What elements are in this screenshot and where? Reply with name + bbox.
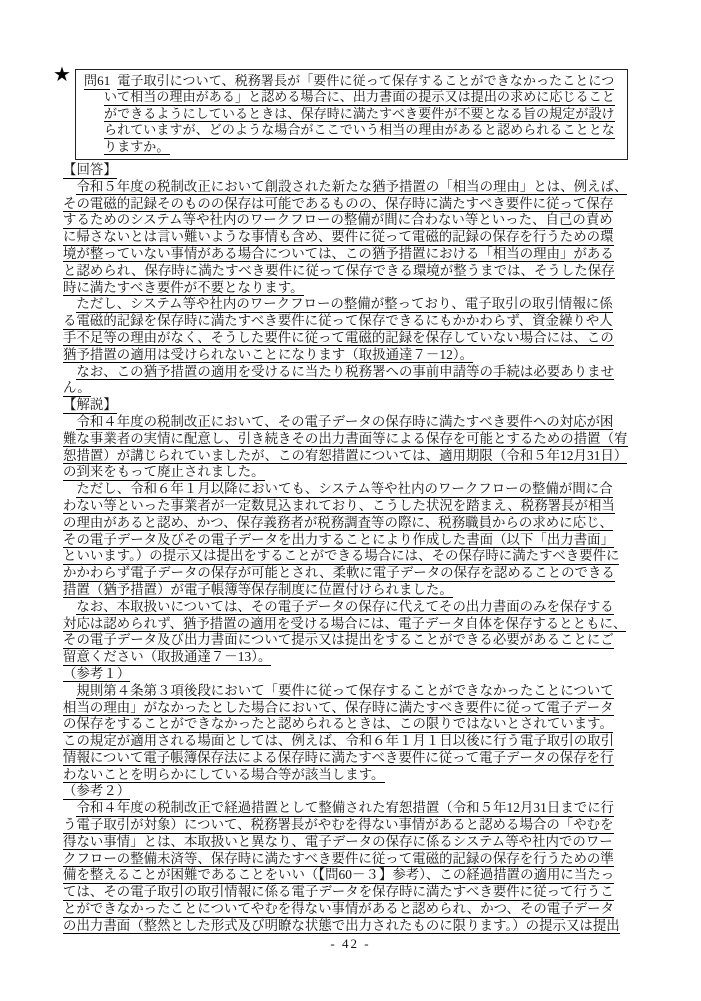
question-line xyxy=(84,73,619,89)
text-line: と認められ、保存時に満たすべき要件に従って保存できる環境が整うまでは、そうした保存 xyxy=(63,262,615,278)
reference2-section xyxy=(63,800,619,934)
text-line: その電子データ及びその電子データを出力することにより作成した書面（以下「出力書面」 xyxy=(63,531,615,547)
text-line: その電磁的記録そのものの保存は可能であるものの、保存時に満たすべき要件に従って保存 xyxy=(63,195,614,211)
question-text: 電子取引について、税務署長が「要件に従って保存することができなかったことにつ xyxy=(117,73,615,88)
text-line: わないことを明らかにしている場合等が該当します。 xyxy=(63,766,385,782)
reference2-heading: （参考２） xyxy=(63,783,131,799)
text-line: 難な事業者の実情に配意し、引き続きその出力書面等による保存を可能とするための措置（宥 xyxy=(63,430,628,446)
text-line: といいます。）の提示又は提出をすることができる場合には、その保存時に満たすべき要件に xyxy=(63,548,620,564)
text-line: の到来をもって廃止されました。 xyxy=(63,464,265,480)
reference1-heading: （参考１） xyxy=(63,665,131,681)
answer-heading: 【回答】 xyxy=(63,162,117,177)
text-line: 備を整えることが困難であることをいい（【問60－３】参考）、この経過措置の適用に当たっ xyxy=(63,867,615,883)
text-line: 留意ください（取扱通達７－13）。 xyxy=(63,649,272,665)
text-line: クフローの整備未済等、保存時に満たすべき要件に従って電磁的記録の保存を行うための準 xyxy=(63,850,614,866)
text-line: 措置（猶予措置）が電子帳簿等保存制度に位置付けられました。 xyxy=(63,581,453,597)
text-line: 手不足等の理由がなく、そうした要件に従って電磁的記録を保存していない場合には、この xyxy=(63,329,614,345)
question-line: りますか。 xyxy=(104,138,170,154)
text-line: その電子データ及び出力書面について提示又は提出をすることができる必要があることにご xyxy=(63,632,614,648)
text-line: するためのシステム等や社内のワークフローの整備が間に合わない等といった、自己の責め xyxy=(63,212,613,228)
reference1-section xyxy=(63,683,619,784)
text-line: の保存をすることができなかったと認められるときは、この限りではないとされています。 xyxy=(63,716,613,732)
text-line: 令和５年度の税制改正において創設された新たな猶予措置の「相当の理由」とは、例えば、 xyxy=(76,178,628,194)
text-line: 恕措置）が講じられていましたが、この宥恕措置については、適用期限（令和５年12月31日） xyxy=(63,447,628,463)
question-line: いて相当の理由がある」と認める場合に、出力書面の提示又は提出の求めに応じること xyxy=(104,89,615,105)
text-line: 相当の理由」がなかったとした場合において、保存時に満たすべき要件に従って電子データ xyxy=(63,699,614,715)
text-line: 情報について電子帳簿保存法による保存時に満たすべき要件に従って電子データの保存を行 xyxy=(63,749,614,765)
explanation-heading: 【解説】 xyxy=(63,397,117,413)
text-line: なお、本取扱いについては、その電子データの保存に代えてその出力書面のみを保存する xyxy=(76,598,614,614)
text-line: の理由があると認め、かつ、保存義務者が税務調査等の際に、税務職員からの求めに応じ、 xyxy=(63,514,613,530)
document-body xyxy=(63,162,628,935)
text-line: 得ない事情」とは、本取扱いと異なり、電子データの保存に係るシステム等や社内でのワー xyxy=(63,833,613,849)
text-line: 規則第４条第３項後段において「要件に従って保存することができなかったことについて xyxy=(76,682,614,698)
text-line: ては、その電子取引の取引情報に係る電子データを保存時に満たすべき要件に従って行うこ xyxy=(63,884,614,900)
text-line: 令和４年度の税制改正で経過措置として整備された宥恕措置（令和５年12月31日までに行 xyxy=(76,800,615,816)
text-line: ただし、令和６年１月以降においても、システム等や社内のワークフローの整備が間に合 xyxy=(76,481,613,497)
text-line: 時に満たすべき要件が不要となります。 xyxy=(63,279,304,295)
question-number: 問61 xyxy=(84,73,111,88)
text-line: 対応は認められず、猶予措置の適用を受ける場合には、電子データ自体を保存するとともに、 xyxy=(63,615,627,631)
text-line: かかわらず電子データの保存が可能とされ、柔軟に電子データの保存を認めることのできる xyxy=(63,565,615,581)
star-marker-icon: ★ xyxy=(53,62,71,86)
text-line: とができなかったことについてやむを得ない事情があると認められ、かつ、その電子データ xyxy=(63,901,615,917)
text-line: 境が整っていない事情がある場合については、この猶予措置における「相当の理由」がある xyxy=(63,245,614,261)
text-line: この規定が適用される場面としては、例えば、令和６年１月１日以後に行う電子取引の取引 xyxy=(63,733,615,749)
text-line: 猶予措置の適用は受けられないことになります（取扱通達７－12）。 xyxy=(63,346,474,362)
explanation-section xyxy=(63,413,628,666)
text-line: なお、この猶予措置の適用を受けるに当たり税務署への事前申請等の手続は必要ありませ xyxy=(76,363,615,379)
page-number: - 42 - xyxy=(330,936,371,951)
text-line: に帰さないとは言い難いような事情も含め、要件に従って電磁的記録の保存を行うための環 xyxy=(63,229,614,245)
question-box xyxy=(75,69,628,160)
text-line: わない等といった事業者が一定数見込まれており、こうした状況を踏まえ、税務署長が相当 xyxy=(63,497,615,513)
text-line: う電子取引が対象）について、税務署長がやむを得ない事情があると認める場合の「やむを xyxy=(63,817,614,833)
text-line: 令和４年度の税制改正において、その電子データの保存時に満たすべき要件への対応が困 xyxy=(76,413,614,429)
question-line: ができるようにしているときは、保存時に満たすべき要件が不要となる旨の規定が設け xyxy=(104,105,615,121)
text-line: ん。 xyxy=(63,380,91,396)
answer-section xyxy=(63,178,628,397)
text-line: る電磁的記録を保存時に満たすべき要件に従って保存できるにもかかわらず、資金繰りや人 xyxy=(63,313,613,329)
text-line: の出力書面（整然とした形式及び明瞭な状態で出力されたものに限ります。）の提示又は提出 xyxy=(63,917,620,933)
question-line: られていますが、どのような場合がここでいう相当の理由があると認められることとな xyxy=(104,122,615,138)
text-line: ただし、システム等や社内のワークフローの整備が整っており、電子取引の取引情報に係 xyxy=(76,296,613,312)
